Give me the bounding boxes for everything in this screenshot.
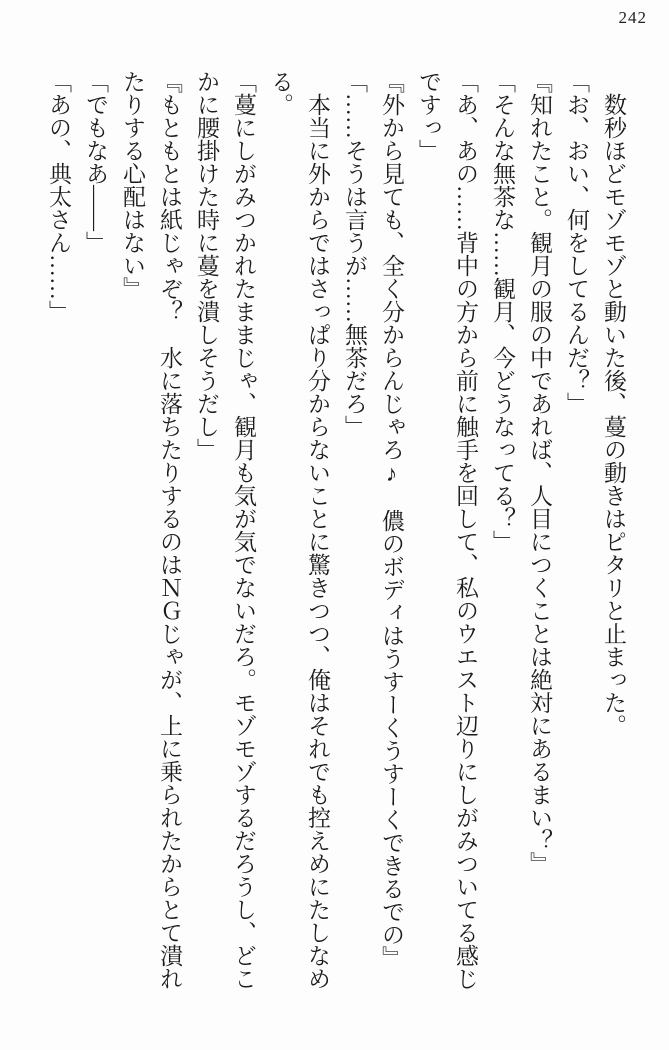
paragraph-9: 「蔓にしがみつかれたままじゃ、観月も気が気でないだろ。モゾモゾするだろうし、どこかに腰掛けた時に蔓を潰しそうだし」 bbox=[194, 70, 256, 990]
paragraph-2: 「お、おい、何をしてるんだ？」 bbox=[564, 70, 589, 415]
paragraph-8: 本当に外からではさっぱり分からないことに驚きつつ、俺はそれでも控えめにたしなめる。 bbox=[268, 70, 330, 990]
paragraph-10: 『もともとは紙じゃぞ？ 水に落ちたりするのはＮＧじゃが、上に乗られたからとて潰れたりする心配はない』 bbox=[120, 70, 182, 990]
paragraph-4: 「そんな無茶な……観月、今どうなってる？」 bbox=[490, 70, 515, 553]
paragraph-7: 「……そうは言うが……無茶だろ」 bbox=[342, 70, 367, 438]
paragraph-12: 「あの、典太さん……」 bbox=[46, 70, 71, 323]
paragraph-1: 数秒ほどモゾモゾと動いた後、蔓の動きはピタリと止まった。 bbox=[601, 93, 626, 737]
paragraph-11: 「でもなあ――」 bbox=[83, 70, 108, 254]
paragraph-6: 『外から見ても、全く分からんじゃろ♪ 儂のボディはうすーくうすーくできるでの』 bbox=[379, 70, 404, 969]
paragraph-3: 『知れたこと。観月の服の中であれば、人目につくことは絶対にあるまい？』 bbox=[527, 70, 552, 875]
vertical-text-block bbox=[40, 70, 632, 990]
page-number: 242 bbox=[618, 8, 647, 27]
paragraph-5: 「あ、あの……背中の方から前に触手を回して、私のウエスト辺りにしがみついてる感じですっ」 bbox=[416, 70, 478, 990]
